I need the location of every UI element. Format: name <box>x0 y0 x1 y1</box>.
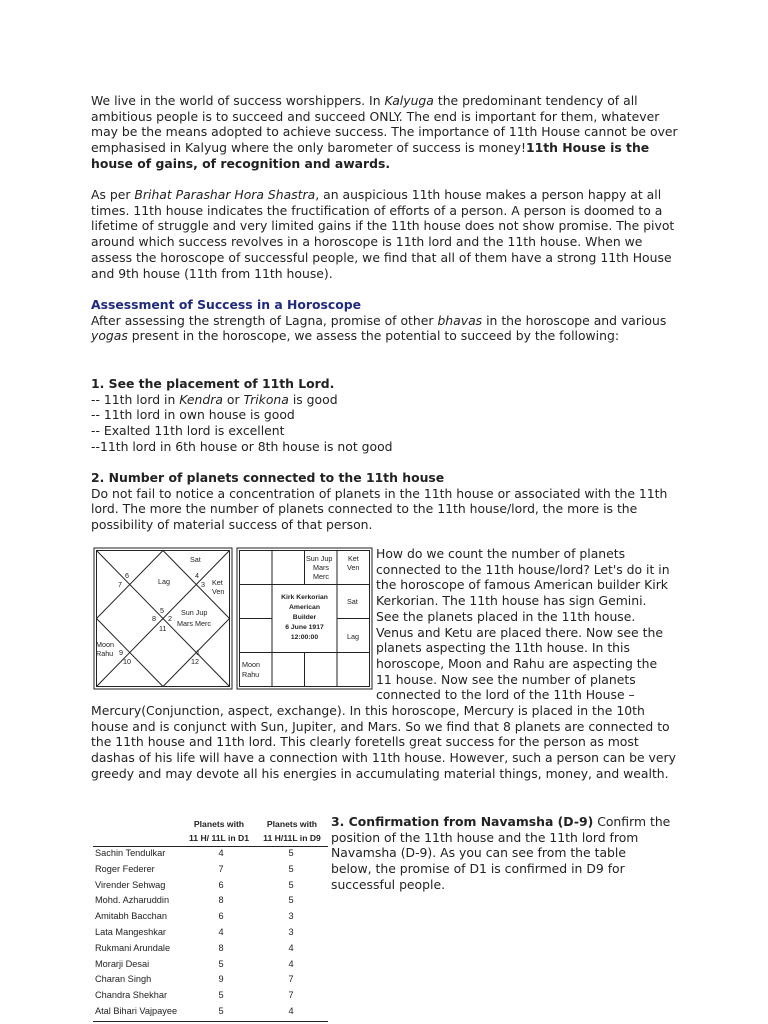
section-text-post: present in the horoscope, we assess the potential to succeed by the following: <box>127 328 620 344</box>
chart-side-text <box>376 546 676 703</box>
table-row <box>93 894 328 910</box>
nc-11: 11 <box>159 624 167 633</box>
row-d9: 3 <box>288 911 294 922</box>
intro-paragraph <box>91 93 683 172</box>
north-indian-chart <box>93 547 233 690</box>
table-row <box>93 973 328 989</box>
nc-ven: Ven <box>212 587 225 596</box>
row-d9: 5 <box>288 895 294 906</box>
row-d9: 4 <box>288 958 294 969</box>
point3-text: successful people. <box>331 876 446 892</box>
nc-rahu: Rahu <box>96 649 114 658</box>
nc-marsmerc: Mars Merc <box>177 619 211 628</box>
point3-line-1 <box>331 814 681 830</box>
row-name: Morarji Desai <box>95 958 150 969</box>
side-line: connected to the lord of the 11th House – <box>376 687 635 703</box>
sc-center-name: Kirk Kerkorian <box>281 594 328 601</box>
sc-ket: Ket <box>348 554 359 563</box>
nc-6: 6 <box>125 571 129 580</box>
table-header-d9-line2: 11 H/11L in D9 <box>263 833 321 843</box>
side-line: Venus and Ketu are placed there. Now see the <box>376 624 663 640</box>
nc-5: 5 <box>160 606 164 615</box>
side-line: See the planets placed in the 11th house. <box>376 608 636 624</box>
row-d1: 5 <box>218 958 224 969</box>
point1-line-1 <box>91 392 683 408</box>
side-line: How do we count the number of planets <box>376 546 626 561</box>
table-header <box>93 814 328 847</box>
row-name: Roger Federer <box>95 863 155 874</box>
nc-10: 10 <box>123 657 131 666</box>
point1-line-3: -- Exalted 11th lord is excellent <box>91 423 285 439</box>
sc-mars: Mars <box>313 563 329 572</box>
sc-center-time: 12:00:00 <box>290 634 319 641</box>
row-d9: 7 <box>288 990 294 1001</box>
row-name: Atal Bihari Vajpayee <box>95 1005 178 1016</box>
row-name: Mohd. Azharuddin <box>95 895 170 906</box>
sc-sunjup: Sun Jup <box>306 554 333 563</box>
row-d9: 4 <box>288 1005 294 1016</box>
sc-sat: Sat <box>347 597 358 606</box>
sc-ven: Ven <box>347 563 360 572</box>
nc-moon: Moon <box>96 640 114 649</box>
kalyuga-term: Kalyuga <box>384 93 434 108</box>
nc-1: 1 <box>196 648 200 657</box>
table-header-d1-line1: Planets with <box>193 819 245 829</box>
side-line: Kerkorian. The 11th house has sign Gemini. <box>376 593 647 609</box>
para2-post: , an auspicious 11th house makes a person happy at all times. 11th house indicates the fructification of efforts of a person. A person is doomed to a lifetime of struggle and very limited gains if the 11th house does not show promise. The pivot around which success revolves in a horoscope is 11th lord and the 11th house. When we assess the horoscope of successful people, we find that all of them have a strong 11th House and 9th house (11th from 11th house). <box>91 187 675 281</box>
point1-line-4: --11th lord in 6th house or 8th house is not good <box>91 438 393 454</box>
point1-l1-post: is good <box>288 391 338 407</box>
intro-bold: 11th House is the house of gains, of recognition and awards. <box>91 140 650 171</box>
intro-text-2: the predominant tendency of all ambitious people is to succeed and succeed ONLY. The end is important for them, whatever may be the means adopted to achieve success. The importance of 11th House cannot be over emphasised in Kalyug where the only barometer of success is money! <box>91 93 678 156</box>
mercury-paragraph: Mercury(Conjunction, aspect, exchange). In this horoscope, Mercury is placed in the 10th house and is conjunct with Sun, Jupiter, and Mars. So we find that 8 planets are connected to the 11th house and 11th lord. This clearly foretells great success for the person as most dashas of his life will have a connection with 11th house. However, such a person can be very greedy and may devote all his energies in accumulating material things, money, and wealth. <box>91 703 676 781</box>
section-text-pre: After assessing the strength of Lagna, promise of other <box>91 312 438 328</box>
row-d1: 6 <box>218 879 224 890</box>
row-d9: 3 <box>288 926 294 937</box>
sc-center-date: 6 June 1917 <box>285 624 324 631</box>
row-d1: 8 <box>218 895 224 906</box>
sc-moon: Moon <box>242 660 260 669</box>
para2-pre: As per <box>91 187 135 202</box>
table-row <box>93 879 328 895</box>
nc-7: 7 <box>118 580 122 589</box>
nc-sunjup: Sun Jup <box>181 608 208 617</box>
table-header-d1-line2: 11 H/ 11L in D1 <box>188 833 250 843</box>
south-indian-chart <box>236 547 373 690</box>
point1-or: or <box>222 391 244 407</box>
side-line: 11 house. Now see the number of planets <box>376 671 636 687</box>
nc-ket: Ket <box>212 578 223 587</box>
table-row <box>93 1005 328 1021</box>
row-d1: 4 <box>218 848 224 858</box>
nc-9: 9 <box>119 648 123 657</box>
row-name: Rukmani Arundale <box>95 942 171 953</box>
table-row <box>93 958 328 974</box>
row-d9: 5 <box>288 848 294 858</box>
trikona-term: Trikona <box>243 391 289 407</box>
nc-lag: Lag <box>158 577 170 586</box>
point2-heading: 2. Number of planets connected to the 11th house <box>91 470 445 485</box>
row-d9: 5 <box>288 863 294 874</box>
row-name: Lata Mangeshkar <box>95 926 166 937</box>
table-row <box>93 989 328 1005</box>
point1-heading: 1. See the placement of 11th Lord. <box>91 376 335 391</box>
point-3 <box>331 814 681 893</box>
table-row <box>93 847 328 863</box>
point3-text: Navamsha (D-9). As you can see from the table <box>331 845 626 861</box>
row-d9: 7 <box>288 974 294 985</box>
row-d1: 5 <box>218 990 224 1001</box>
row-d1: 9 <box>218 974 224 985</box>
side-line: the horoscope of famous American builder Kirk <box>376 577 668 593</box>
table-header-d9-line1: Planets with <box>266 819 318 829</box>
section-text-mid: in the horoscope and various <box>482 312 667 328</box>
nc-3: 3 <box>201 580 205 589</box>
row-name: Virender Sehwag <box>95 879 166 890</box>
table-row <box>93 942 328 958</box>
sc-center-builder: Builder <box>292 614 317 621</box>
point-1 <box>91 376 683 455</box>
section-heading: Assessment of Success in a Horoscope <box>91 297 362 312</box>
bhavas-term: bhavas <box>437 312 483 328</box>
point2-text: Do not fail to notice a concentration of planets in the 11th house or associated with the 11th lord. The more the number of planets connected to the 11th house/lord, the more is the possibility of material success of that person. <box>91 485 668 533</box>
point3-text: below, the promise of D1 is confirmed in D9 for <box>331 861 625 877</box>
nc-2: 2 <box>168 614 172 623</box>
row-name: Amitabh Bacchan <box>95 911 168 922</box>
nc-4: 4 <box>195 571 199 580</box>
table-row <box>93 926 328 942</box>
nc-sat: Sat <box>190 555 201 564</box>
point1-line-2: -- 11th lord in own house is good <box>91 407 295 423</box>
row-d1: 8 <box>218 942 224 953</box>
row-name: Chandra Shekhar <box>95 990 168 1001</box>
row-d9: 4 <box>288 942 294 953</box>
point3-text: Confirm the <box>593 814 671 829</box>
sc-merc: Merc <box>313 572 329 581</box>
nc-8: 8 <box>152 614 156 623</box>
sc-center-american: American <box>289 604 320 611</box>
paragraph-2 <box>91 187 683 281</box>
point1-l1-pre: -- 11th lord in <box>91 391 180 407</box>
sc-rahu: Rahu <box>242 670 260 679</box>
side-line: planets aspecting the 11th house. In this <box>376 640 630 656</box>
planets-table <box>93 814 328 1024</box>
row-d1: 5 <box>218 1005 224 1016</box>
intro-text: We live in the world of success worshippers. In <box>91 93 385 108</box>
row-d9: 5 <box>288 879 294 890</box>
row-d1: 4 <box>218 926 224 937</box>
row-d1: 7 <box>218 863 224 874</box>
side-line: connected to the 11th house/lord? Let's do it in <box>376 561 670 577</box>
row-name: Sachin Tendulkar <box>95 848 166 858</box>
sc-lag: Lag <box>347 632 359 641</box>
table-bottom-rule <box>93 1021 328 1024</box>
kendra-term: Kendra <box>179 391 223 407</box>
yogas-term: yogas <box>91 328 128 344</box>
para2-italic: Brihat Parashar Hora Shastra <box>134 187 316 202</box>
table-row <box>93 863 328 879</box>
point3-heading: 3. Confirmation from Navamsha (D-9) <box>331 814 594 829</box>
side-line: horoscope, Moon and Rahu are aspecting the <box>376 655 658 671</box>
nc-12: 12 <box>191 657 199 666</box>
row-name: Charan Singh <box>95 974 152 985</box>
point-2 <box>91 470 683 533</box>
assessment-section <box>91 297 683 344</box>
point3-text: position of the 11th house and the 11th lord from <box>331 829 639 845</box>
row-d1: 6 <box>218 911 224 922</box>
table-row <box>93 910 328 926</box>
